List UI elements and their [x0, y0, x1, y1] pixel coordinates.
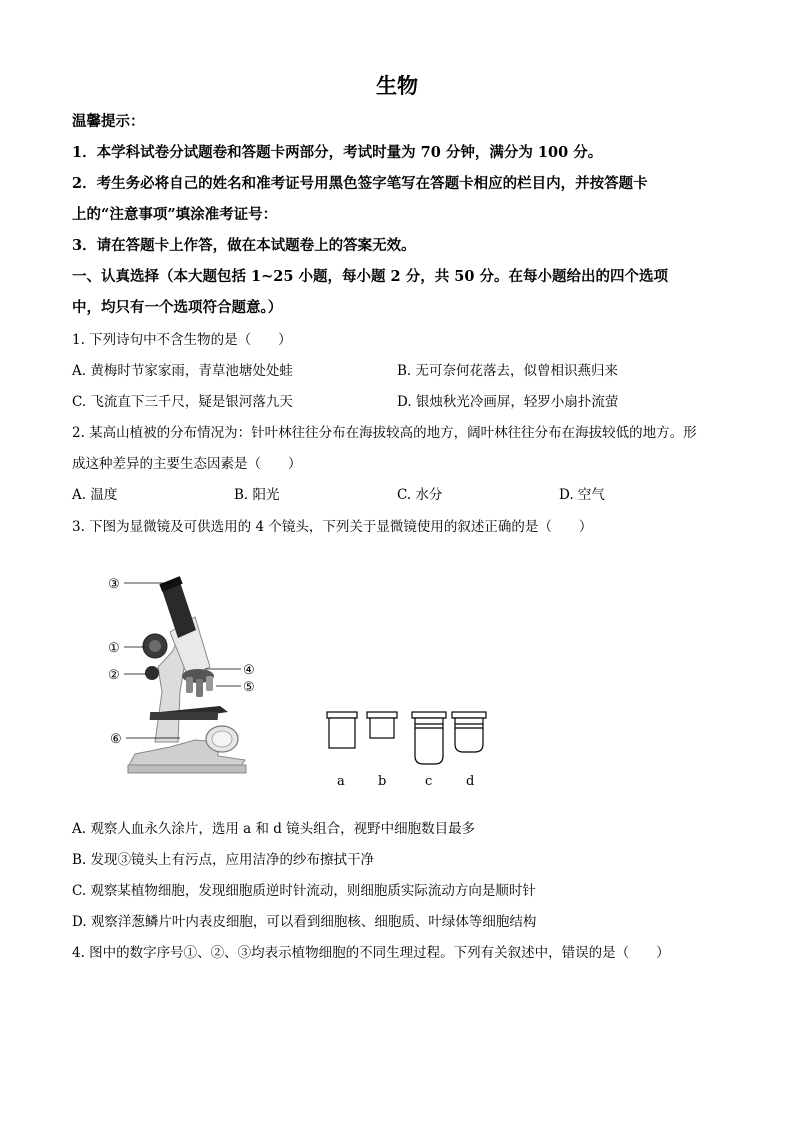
q2-option-a: A. 温度	[72, 487, 118, 503]
lens-d	[452, 712, 486, 752]
lens-b	[367, 712, 397, 738]
notice-item-3: 3．请在答题卡上作答，做在本试题卷上的答案无效。	[72, 237, 416, 254]
q2-option-b: B. 阳光	[234, 487, 280, 503]
notice-heading: 温馨提示：	[72, 113, 145, 130]
lens-label-b: b	[378, 774, 387, 789]
q4-stem: 4. 图中的数字序号①、②、③均表示植物细胞的不同生理过程。下列有关叙述中，错误的是（ ）	[72, 945, 670, 961]
lens-c	[412, 712, 446, 764]
q1-option-a: A. 黄梅时节家家雨，青草池塘处处蛙	[72, 363, 293, 379]
q1-option-d: D. 银烛秋光冷画屏，轻罗小扇扑流萤	[397, 394, 619, 410]
q3-option-b: B. 发现③镜头上有污点，应用洁净的纱布擦拭干净	[72, 852, 375, 868]
label-5: ⑤	[243, 680, 255, 695]
notice-item-2: 2．考生务必将自己的姓名和准考证号用黑色签字笔写在答题卡相应的栏目内，并按答题卡	[72, 175, 648, 192]
label-3: ③	[108, 577, 120, 592]
q3-option-c: C. 观察某植物细胞，发现细胞质逆时针流动，则细胞质实际流动方向是顺时针	[72, 883, 536, 899]
q1-option-b: B. 无可奈何花落去，似曾相识燕归来	[397, 363, 619, 379]
q1-stem: 1. 下列诗句中不含生物的是（ ）	[72, 332, 292, 348]
label-2: ②	[108, 668, 120, 683]
label-1: ①	[108, 641, 120, 656]
section-heading-line1: 一、认真选择（本大题包括 1~25 小题，每小题 2 分，共 50 分。在每小题给出的四个选项	[72, 268, 668, 285]
q3-stem: 3. 下图为显微镜及可供选用的 4 个镜头，下列关于显微镜使用的叙述正确的是（ ）	[72, 519, 593, 535]
q3-option-d: D. 观察洋葱鳞片叶内表皮细胞，可以看到细胞核、细胞质、叶绿体等细胞结构	[72, 914, 537, 930]
q1-option-c: C. 飞流直下三千尺，疑是银河落九天	[72, 394, 293, 410]
q3-option-a: A. 观察人血永久涂片，选用 a 和 d 镜头组合，视野中细胞数目最多	[72, 821, 476, 837]
q2-option-d: D. 空气	[559, 487, 605, 503]
page-title: 生物	[376, 73, 418, 98]
notice-item-2-cont: 上的“注意事项”填涂准考证号：	[72, 206, 278, 223]
notice-item-1: 1．本学科试卷分试题卷和答题卡两部分，考试时量为 70 分钟，满分为 100 分。	[72, 144, 603, 161]
lens-label-d: d	[466, 774, 475, 789]
lens-label-c: c	[425, 774, 433, 789]
label-6: ⑥	[110, 732, 122, 747]
microscope-illustration	[128, 576, 246, 773]
lens-a	[327, 712, 357, 748]
lens-label-a: a	[337, 774, 345, 789]
q2-stem-line2: 成这种差异的主要生态因素是（ ）	[72, 456, 302, 472]
microscope-figure	[100, 572, 500, 797]
section-heading-line2: 中，均只有一个选项符合题意。）	[72, 299, 283, 316]
q2-stem-line1: 2. 某高山植被的分布情况为：针叶林往往分布在海拔较高的地方，阔叶林往往分布在海拔较低的地方。形	[72, 425, 697, 441]
q2-option-c: C. 水分	[397, 487, 443, 503]
label-4: ④	[243, 663, 255, 678]
